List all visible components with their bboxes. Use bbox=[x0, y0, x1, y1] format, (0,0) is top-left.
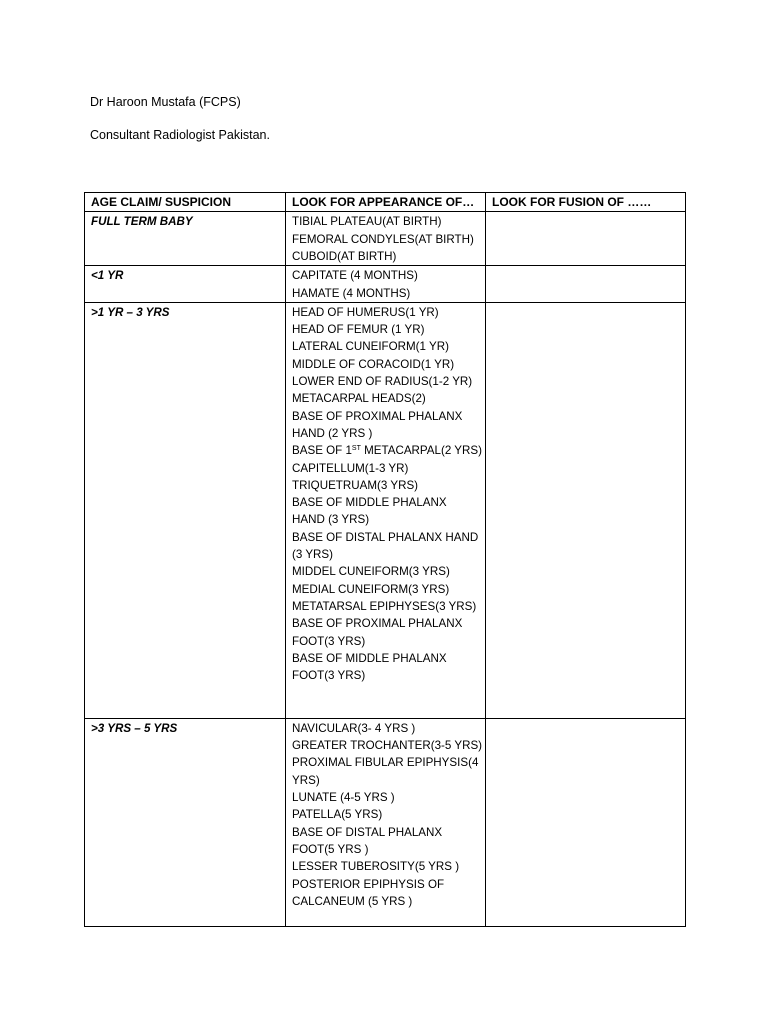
age-cell: >3 YRS – 5 YRS bbox=[85, 718, 286, 926]
author-title: Consultant Radiologist Pakistan. bbox=[90, 128, 270, 142]
appearance-item: TIBIAL PLATEAU(AT BIRTH) bbox=[292, 215, 442, 229]
appearance-cell bbox=[286, 266, 486, 303]
appearance-item: LESSER TUBEROSITY(5 YRS ) bbox=[292, 860, 460, 874]
fusion-cell bbox=[486, 212, 686, 266]
fusion-cell bbox=[486, 718, 686, 926]
age-cell: >1 YR – 3 YRS bbox=[85, 302, 286, 718]
appearance-item: BASE OF MIDDLE PHALANX FOOT(3 YRS) bbox=[292, 651, 447, 683]
appearance-item: LUNATE (4-5 YRS ) bbox=[292, 791, 395, 805]
appearance-item: MEDIAL CUNEIFORM(3 YRS) bbox=[292, 582, 450, 596]
appearance-item: BASE OF MIDDLE PHALANX HAND (3 YRS) bbox=[292, 496, 447, 527]
table-row bbox=[85, 212, 686, 266]
appearance-item: PROXIMAL FIBULAR EPIPHYSIS(4 YRS) bbox=[292, 756, 479, 787]
appearance-item-text: METACARPAL(2 YRS) bbox=[360, 444, 482, 458]
ordinal-suffix: ST bbox=[351, 445, 361, 453]
fusion-cell bbox=[486, 302, 686, 718]
column-header-appearance: LOOK FOR APPEARANCE OF… bbox=[286, 193, 486, 212]
appearance-cell bbox=[286, 302, 486, 718]
appearance-item: METATARSAL EPIPHYSES(3 YRS) bbox=[292, 599, 477, 613]
author-name: Dr Haroon Mustafa (FCPS) bbox=[90, 95, 241, 109]
appearance-item: HAMATE (4 MONTHS) bbox=[292, 286, 411, 300]
table-row bbox=[85, 302, 686, 718]
appearance-cell bbox=[286, 718, 486, 926]
appearance-item: LOWER END OF RADIUS(1-2 YR) bbox=[292, 375, 473, 389]
age-cell: FULL TERM BABY bbox=[85, 212, 286, 266]
appearance-item: BASE OF PROXIMAL PHALANX FOOT(3 YRS) bbox=[292, 617, 463, 648]
appearance-item: GREATER TROCHANTER(3-5 YRS) bbox=[292, 739, 483, 753]
appearance-item: PATELLA(5 YRS) bbox=[292, 808, 383, 822]
appearance-item: NAVICULAR(3- 4 YRS ) bbox=[292, 721, 416, 735]
appearance-item: POSTERIOR EPIPHYSIS OF CALCANEUM (5 YRS ) bbox=[292, 877, 445, 908]
fusion-cell bbox=[486, 266, 686, 303]
appearance-item bbox=[292, 442, 480, 459]
appearance-item: BASE OF PROXIMAL PHALANX HAND (2 YRS ) bbox=[292, 409, 463, 440]
appearance-item: CAPITELLUM(1-3 YR) bbox=[292, 461, 409, 475]
appearance-item: METACARPAL HEADS(2) bbox=[292, 392, 426, 406]
appearance-item-text: BASE OF 1 bbox=[292, 444, 352, 458]
appearance-item: CAPITATE (4 MONTHS) bbox=[292, 269, 418, 283]
appearance-item: TRIQUETRUAM(3 YRS) bbox=[292, 478, 419, 492]
appearance-item: BASE OF DISTAL PHALANX FOOT(5 YRS ) bbox=[292, 825, 443, 856]
appearance-item: BASE OF DISTAL PHALANX HAND (3 YRS) bbox=[292, 530, 479, 562]
column-header-age: AGE CLAIM/ SUSPICION bbox=[85, 193, 286, 212]
column-header-fusion: LOOK FOR FUSION OF …… bbox=[486, 193, 686, 212]
appearance-item: MIDDEL CUNEIFORM(3 YRS) bbox=[292, 565, 450, 579]
table-row bbox=[85, 266, 686, 303]
appearance-item: FEMORAL CONDYLES(AT BIRTH) bbox=[292, 232, 474, 246]
appearance-cell bbox=[286, 212, 486, 266]
appearance-item: HEAD OF HUMERUS(1 YR) bbox=[292, 305, 439, 319]
table-row bbox=[85, 718, 686, 926]
bone-age-table bbox=[84, 192, 686, 927]
appearance-item: LATERAL CUNEIFORM(1 YR) bbox=[292, 340, 449, 354]
age-cell: <1 YR bbox=[85, 266, 286, 303]
table-header-row bbox=[85, 193, 686, 212]
appearance-item: HEAD OF FEMUR (1 YR) bbox=[292, 323, 425, 337]
appearance-item: MIDDLE OF CORACOID(1 YR) bbox=[292, 357, 455, 371]
appearance-item: CUBOID(AT BIRTH) bbox=[292, 249, 397, 263]
